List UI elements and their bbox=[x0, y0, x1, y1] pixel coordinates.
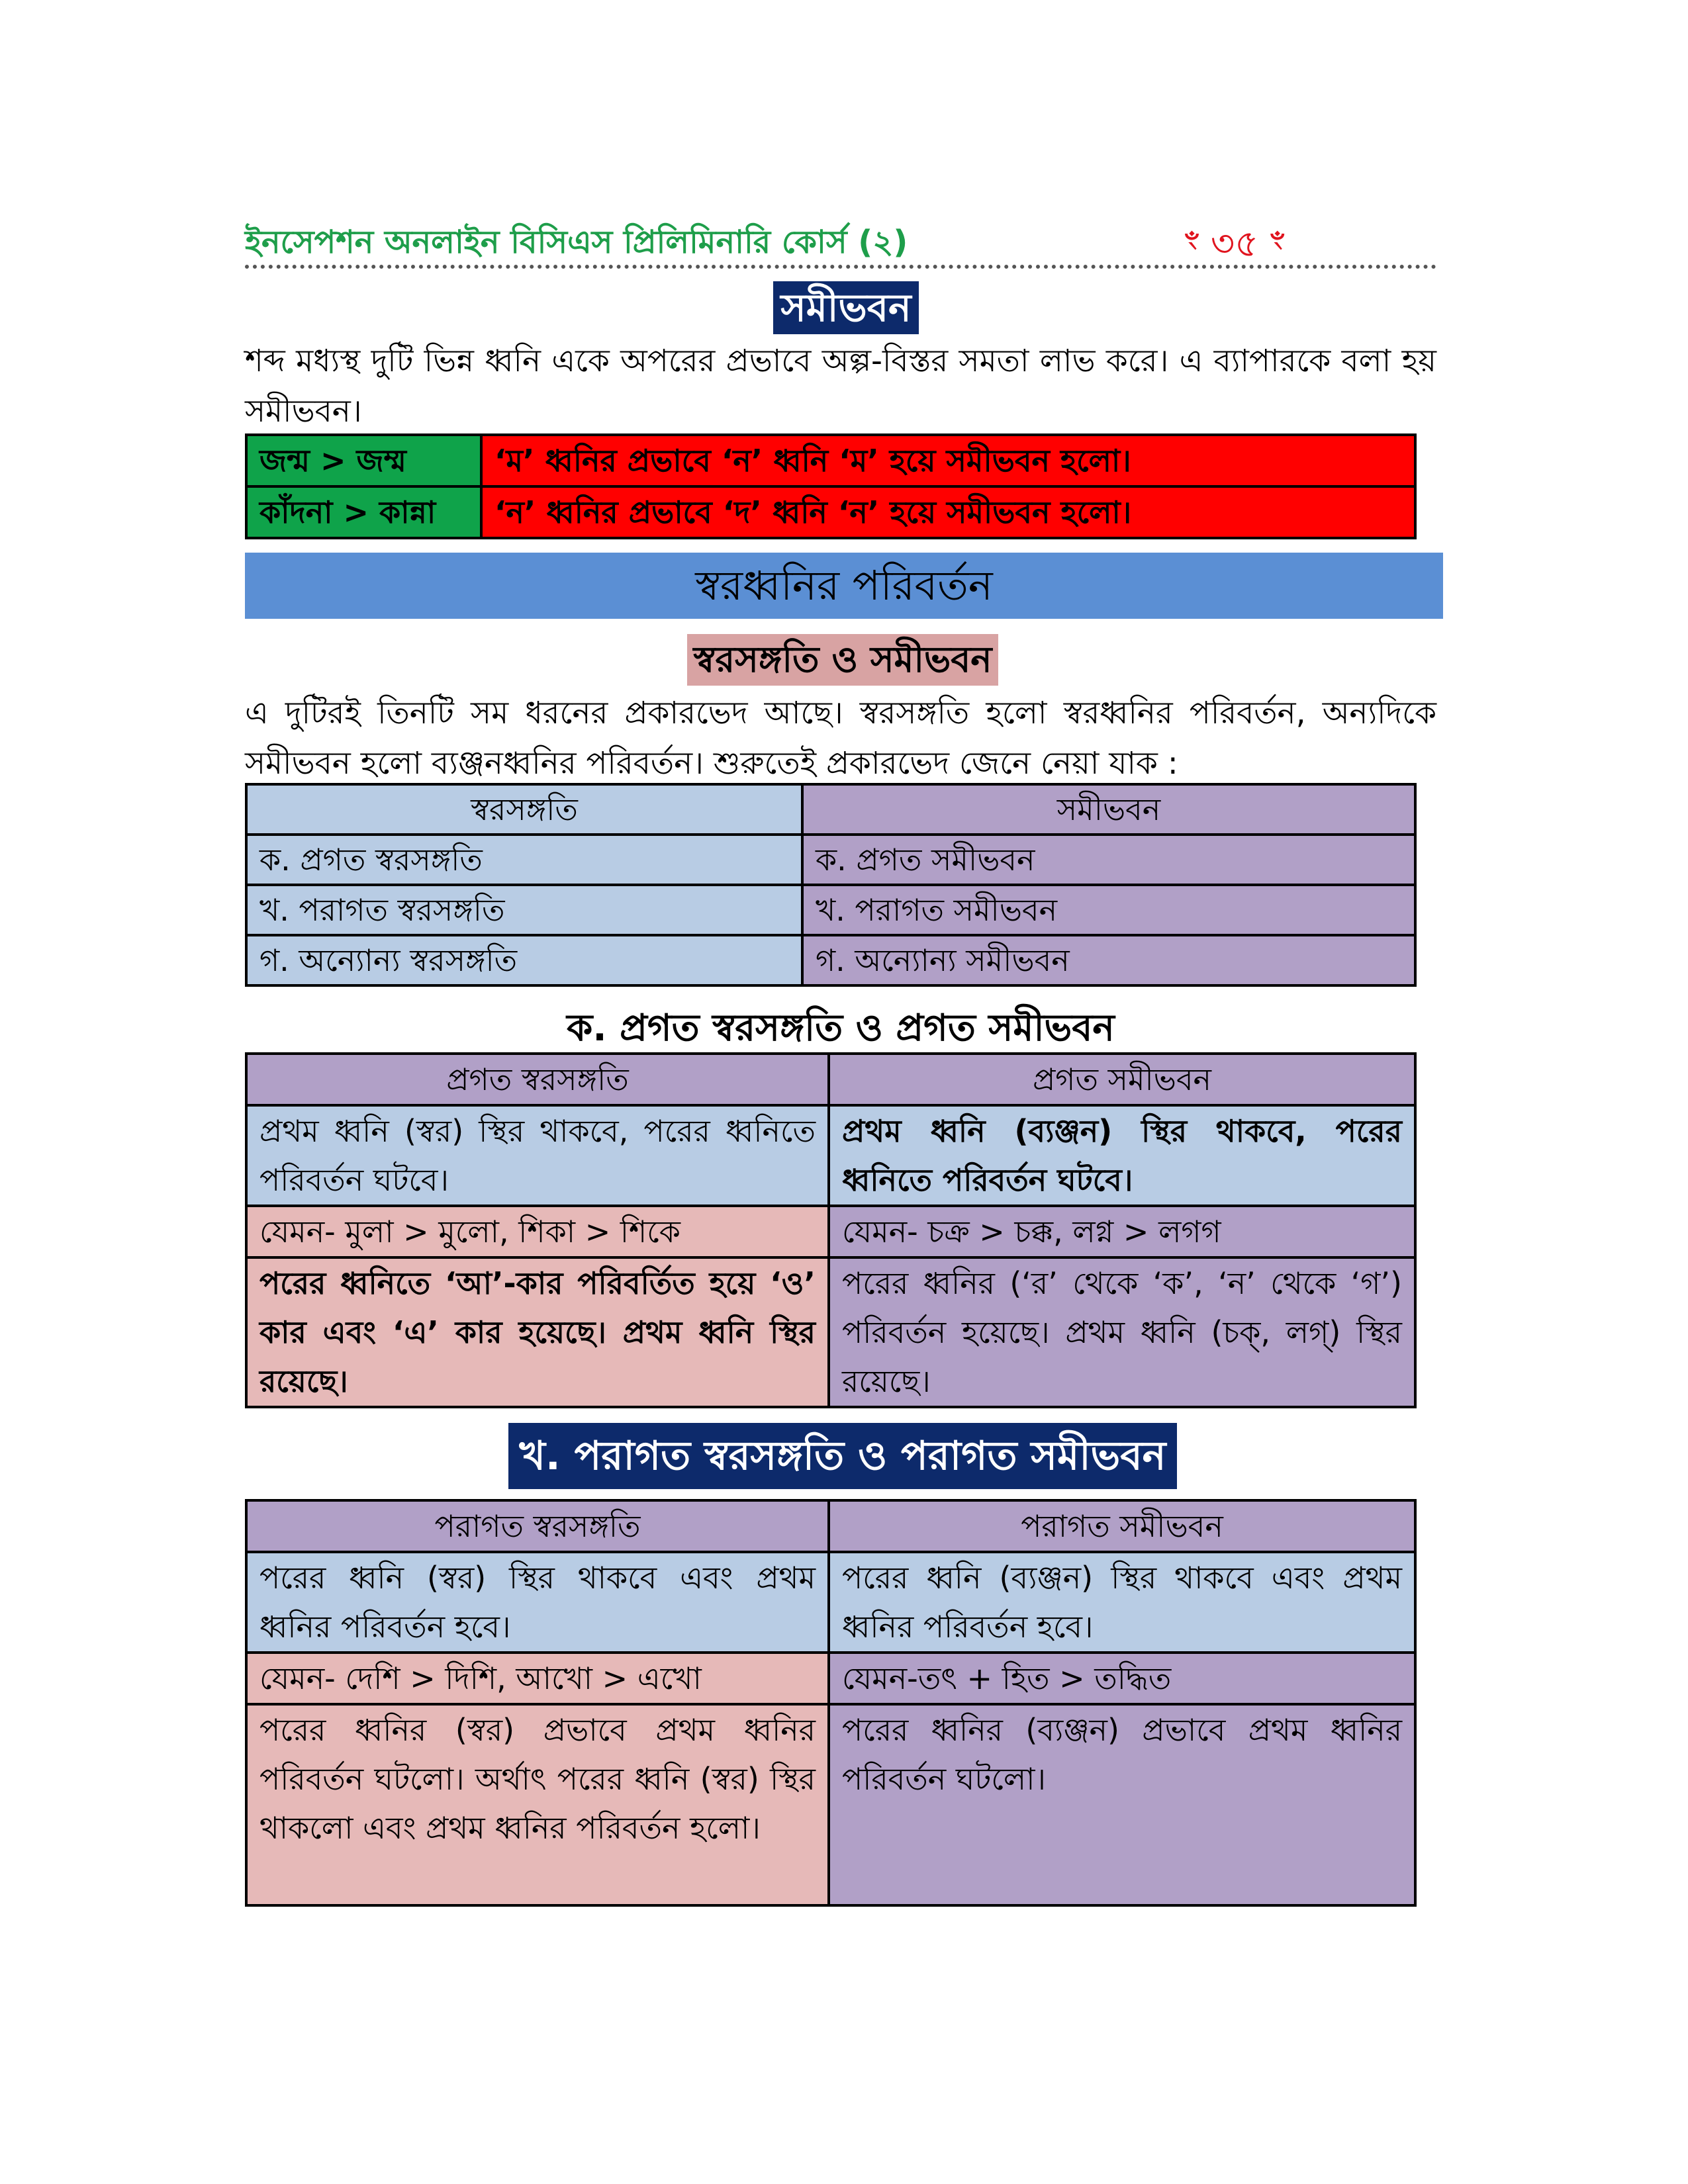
section-band-title: স্বরধ্বনির পরিবর্তন bbox=[245, 553, 1443, 619]
pragata-heading: ক. প্রগত স্বরসঙ্গতি ও প্রগত সমীভবন bbox=[567, 1007, 1115, 1050]
column-header: প্রগত সমীভবন bbox=[829, 1054, 1415, 1105]
table-row bbox=[246, 885, 1415, 935]
example-word: কাঁদনা > কান্না bbox=[246, 486, 481, 538]
example-explanation: ‘ন’ ধ্বনির প্রভাবে ‘দ’ ধ্বনি ‘ন’ হয়ে সমীভবন হলো। bbox=[481, 486, 1415, 538]
table-cell: ক. প্রগত স্বরসঙ্গতি bbox=[246, 835, 802, 885]
table-cell: গ. অন্যোন্য সমীভবন bbox=[802, 935, 1415, 985]
definition-cell: পরের ধ্বনি (ব্যঞ্জন) স্থির থাকবে এবং প্রথম ধ্বনির পরিবর্তন হবে। bbox=[829, 1552, 1415, 1653]
header-divider bbox=[245, 265, 1436, 269]
table-cell: খ. পরাগত সমীভবন bbox=[802, 885, 1415, 935]
note-cell: পরের ধ্বনির (ব্যঞ্জন) প্রভাবে প্রথম ধ্বনির পরিবর্তন ঘটলো। bbox=[829, 1704, 1415, 1905]
pragata-table bbox=[245, 1052, 1417, 1408]
table-row bbox=[246, 435, 1415, 486]
table-row bbox=[246, 835, 1415, 885]
definition-cell: পরের ধ্বনি (স্বর) স্থির থাকবে এবং প্রথম ধ্বনির পরিবর্তন হবে। bbox=[246, 1552, 829, 1653]
note-cell: পরের ধ্বনির (স্বর) প্রভাবে প্রথম ধ্বনির পরিবর্তন ঘটলো। অর্থাৎ পরের ধ্বনি (স্বর) স্থির থাকলো এবং প্রথম ধ্বনির পরিবর্তন হলো। bbox=[246, 1704, 829, 1905]
note-cell: পরের ধ্বনির (‘র’ থেকে ‘ক’, ‘ন’ থেকে ‘গ’) পরিবর্তন হয়েছে। প্রথম ধ্বনি (চক্, লগ্) স্থির রয়েছে। bbox=[829, 1257, 1415, 1407]
column-header: প্রগত স্বরসঙ্গতি bbox=[246, 1054, 829, 1105]
section-title-samibhaban: সমীভবন bbox=[773, 281, 919, 334]
table-cell: ক. প্রগত সমীভবন bbox=[802, 835, 1415, 885]
column-header: পরাগত স্বরসঙ্গতি bbox=[246, 1500, 829, 1552]
subsection-intro: এ দুটিরই তিনটি সম ধরনের প্রকারভেদ আছে। স্বরসঙ্গতি হলো স্বরধ্বনির পরিবর্তন, অন্যদিকে সমীভবন হলো ব্যঞ্জনধ্বনির পরিবর্তন। শুরুতেই প্রকারভেদ জেনে নেয়া যাক : bbox=[245, 695, 1436, 782]
example-word: জন্ম > জম্ম bbox=[246, 435, 481, 486]
table-header-row bbox=[246, 1500, 1415, 1552]
table-row bbox=[246, 1704, 1415, 1905]
course-title: ইনসেপশন অনলাইন বিসিএস প্রিলিমিনারি কোর্স (২) bbox=[245, 224, 908, 261]
example-cell: যেমন- চক্র > চক্ক, লগ্ন > লগগ bbox=[829, 1206, 1415, 1257]
table-row bbox=[246, 1206, 1415, 1257]
table-header-row bbox=[246, 784, 1415, 835]
table-cell: গ. অন্যোন্য স্বরসঙ্গতি bbox=[246, 935, 802, 985]
example-cell: যেমন- দেশি > দিশি, আখো > এখো bbox=[246, 1653, 829, 1704]
table-cell: খ. পরাগত স্বরসঙ্গতি bbox=[246, 885, 802, 935]
table-row bbox=[246, 1653, 1415, 1704]
table-row bbox=[246, 1552, 1415, 1653]
definition-cell: প্রথম ধ্বনি (ব্যঞ্জন) স্থির থাকবে, পরের ধ্বনিতে পরিবর্তন ঘটবে। bbox=[829, 1105, 1415, 1206]
table-row bbox=[246, 1105, 1415, 1206]
paragata-heading: খ. পরাগত স্বরসঙ্গতি ও পরাগত সমীভবন bbox=[508, 1423, 1177, 1489]
table-row bbox=[246, 486, 1415, 538]
example-cell: যেমন-তৎ + হিত > তদ্ধিত bbox=[829, 1653, 1415, 1704]
subsection-title: স্বরসঙ্গতি ও সমীভবন bbox=[687, 634, 998, 686]
samibhaban-examples-table bbox=[245, 433, 1417, 539]
paragata-table bbox=[245, 1499, 1417, 1907]
definition-cell: প্রথম ধ্বনি (স্বর) স্থির থাকবে, পরের ধ্বনিতে পরিবর্তন ঘটবে। bbox=[246, 1105, 829, 1206]
column-header: পরাগত সমীভবন bbox=[829, 1500, 1415, 1552]
types-table bbox=[245, 783, 1417, 987]
note-cell: পরের ধ্বনিতে ‘আ’-কার পরিবর্তিত হয়ে ‘ও’ কার এবং ‘এ’ কার হয়েছে। প্রথম ধ্বনি স্থির রয়েছে। bbox=[246, 1257, 829, 1407]
samibhaban-definition: শব্দ মধ্যস্থ দুটি ভিন্ন ধ্বনি একে অপরের প্রভাবে অল্প-বিস্তর সমতা লাভ করে। এ ব্যাপারকে বলা হয় সমীভবন। bbox=[245, 343, 1436, 430]
column-header: স্বরসঙ্গতি bbox=[246, 784, 802, 835]
example-explanation: ‘ম’ ধ্বনির প্রভাবে ‘ন’ ধ্বনি ‘ম’ হয়ে সমীভবন হলো। bbox=[481, 435, 1415, 486]
example-cell: যেমন- মুলা > মুলো, শিকা > শিকে bbox=[246, 1206, 829, 1257]
page-number: ꣳ ৩৫ ꣳ bbox=[1185, 222, 1285, 265]
table-row bbox=[246, 1257, 1415, 1407]
table-header-row bbox=[246, 1054, 1415, 1105]
column-header: সমীভবন bbox=[802, 784, 1415, 835]
table-row bbox=[246, 935, 1415, 985]
